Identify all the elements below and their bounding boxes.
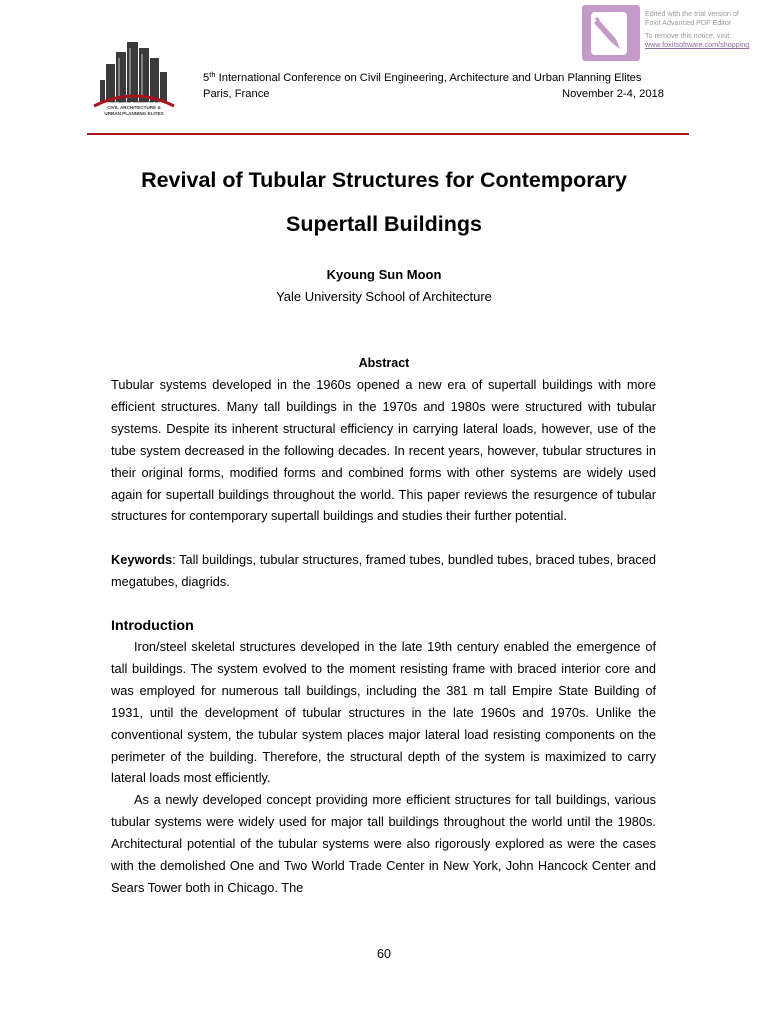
edition-suffix: th xyxy=(209,70,216,79)
watermark-text xyxy=(645,9,763,49)
keywords xyxy=(111,549,656,593)
watermark-link[interactable]: www.foxitsoftware.com/shopping xyxy=(645,40,750,49)
title-line-2: Supertall Buildings xyxy=(286,212,482,236)
conference-title: International Conference on Civil Engineering, Architecture and Urban Planning Elites xyxy=(215,72,642,84)
editor-watermark xyxy=(582,5,762,63)
watermark-line-3: To remove this notice, visit: xyxy=(645,31,732,40)
conference-logo xyxy=(92,38,176,118)
introduction-heading: Introduction xyxy=(111,618,194,634)
introduction-paragraph-1: Iron/steel skeletal structures developed in the late 19th century enabled the emergence of tall buildings. The system evolved to the moment resisting frame with braced interior core and was employed for numerous tall buildings, including the 381 m tall Empire State Building of 1931, until the development of tubular structures in the late 1960s and 1970s. Unlike the conventional system, the tubular system places major lateral load resisting components on the perimeter of the building. Therefore, the structural depth of the system is maximized to carry lateral loads most efficiently. xyxy=(111,639,656,786)
conference-header xyxy=(203,70,664,102)
logo-line-1: International Conference on xyxy=(108,99,160,104)
author-name: Kyoung Sun Moon xyxy=(326,267,442,282)
logo-line-3: URBAN PLANNING ELITES xyxy=(104,111,164,116)
conference-dates: November 2-4, 2018 xyxy=(562,88,664,100)
logo-line-2: CIVIL ARCHITECTURE & xyxy=(107,105,161,110)
abstract-heading: Abstract xyxy=(358,356,410,370)
conference-name xyxy=(203,70,664,86)
introduction-paragraph-2: As a newly developed concept providing more efficient structures for tall buildings, various tubular systems were widely used for major tall buildings throughout the world until the 1980s. Architectural potential of the tubular systems were also rigorously explored as were the cases with the demolished One and Two World Trade Center in New York, John Hancock Center and Sears Tower both in Chicago. The xyxy=(111,792,656,895)
header-divider xyxy=(87,133,689,135)
watermark-line-2: Foxit Advanced PDF Editor xyxy=(645,18,732,27)
title-line-1: Revival of Tubular Structures for Contemporary xyxy=(141,168,627,192)
keywords-text: : Tall buildings, tubular structures, framed tubes, bundled tubes, braced tubes, braced megatubes, diagrids. xyxy=(111,552,656,589)
abstract-body: Tubular systems developed in the 1960s opened a new era of supertall buildings with more efficient structures. Many tall buildings in the 1970s and 1980s were structured with tubular systems. Despite its inherent structural efficiency in carrying lateral loads, however, use of the tube system decreased in the following decades. In recent years, however, tubular structures in their original forms, modified forms and combined forms with other systems are widely used again for supertall buildings throughout the world. This paper reviews the resurgence of tubular structures for contemporary supertall buildings and studies their further potential. xyxy=(111,377,656,524)
pencil-edit-icon xyxy=(582,5,640,61)
paper-title xyxy=(100,158,668,246)
author-affiliation: Yale University School of Architecture xyxy=(276,289,492,304)
conference-location: Paris, France xyxy=(203,88,270,100)
keywords-label: Keywords xyxy=(111,552,173,567)
edition-number: 5 xyxy=(203,72,210,84)
watermark-line-1: Edited with the trial version of xyxy=(645,9,739,18)
page-number: 60 xyxy=(377,947,391,961)
